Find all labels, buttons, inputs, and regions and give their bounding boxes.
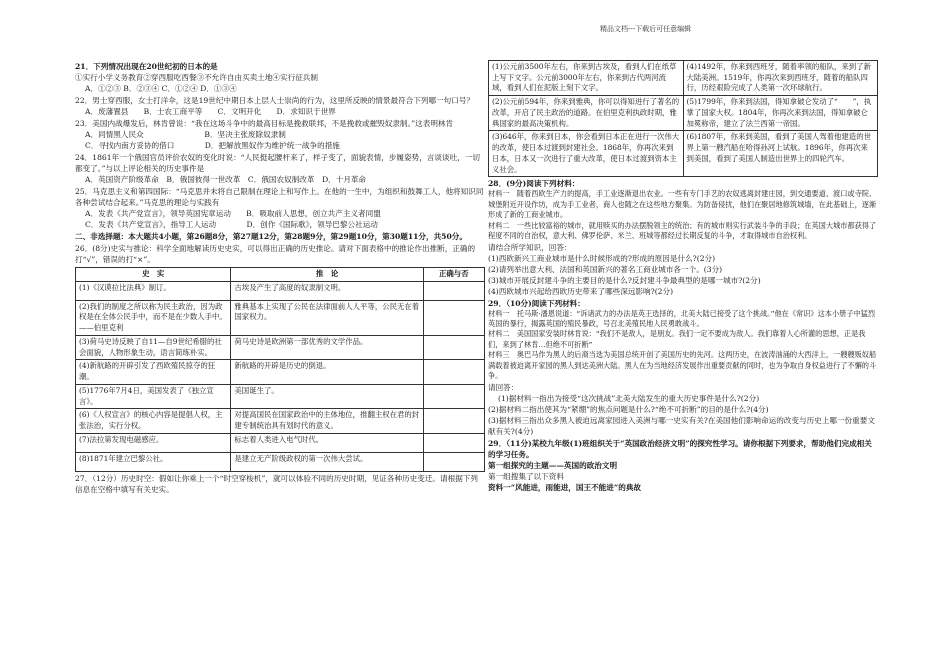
table-header: 史 实: [76, 268, 231, 282]
table-row: [76, 452, 485, 471]
question-28-sub-2: (2)请列举出意大利、法国和英国新兴的著名工商业城市各一个。(3分): [488, 264, 723, 274]
left-column: [75, 60, 485, 495]
section-2-heading: 二、非选择题：本大题共4小题，第26题8分，第27题12分，第28题9分，第29题10分，第30题11分，共50分。: [75, 232, 467, 241]
answer-cell[interactable]: [423, 300, 484, 335]
question-29-sub-2: (2)据材料二指出使其为“紧绷”的焦点问题是什么?“绝不可折断”的目的是什么?(4分): [488, 404, 769, 414]
fact-cell: (4)新航路的开辟引发了西欧殖民掠夺的狂潮。: [76, 360, 231, 384]
question-29-sub-1: (1)据材料一指出为接受“这次挑战”北美大陆发生的重大历史事件是什么?(2分): [498, 393, 760, 403]
question-25-option-cd: C．发表《共产党宣言》，指导工人运动 D．创作《国际歌》，领导巴黎公社运动: [85, 220, 378, 229]
question-28-sub-3: (3)城市开展反封建斗争的主要目的是什么?反封建斗争最典型的是哪一城市?(2分): [488, 275, 761, 285]
group-1-subtitle: 第一组搜集了以下资料: [488, 471, 564, 481]
right-column: [488, 60, 878, 493]
question-28-material-1: 材料一 随着西欧生产力的提高，手工业逐渐退出农业。一些有专门手艺的农奴逃离封建庄园，到交通要道、渡口或寺院、城堡附近开设作坊，成为手工业者，商人也随之在这些地方聚集。为防备侵扰，他们在聚居地修筑城墙，在此基础上，逐渐形成了新的工商业城市。: [488, 189, 877, 220]
question-21-items: ①实行小学义务教育②穿西服吃西餐③不允许自由买卖土地④实行征兵制: [75, 73, 318, 82]
fact-cell: (5)1776年7月4日，美国发表了《独立宣言》。: [76, 384, 231, 408]
inference-cell: 新航路的开辟是历史的倒退。: [231, 360, 423, 384]
inference-cell: 荷马史诗是欧洲第一部优秀的文学作品。: [231, 335, 423, 359]
question-21-options: A．①②③ B．②③④ C．①②④ D．①③④: [85, 84, 237, 93]
scenario-cell: (4)1492年，你来到西班牙，随着率领的船队，来到了新大陆美洲。1519年，你再次来到西班牙，随着的船队四行，历经艰险完成了人类第一次环球航行。: [683, 61, 878, 96]
table-row: [76, 360, 485, 384]
scenario-cell: (6)1807年，你来到美国，看到了美国人驾着他建造的世界上第一艘汽船在哈得孙河上试航。1896年，你再次来到美国，看到了美国人制造出世界上的四轮汽车。: [683, 131, 878, 177]
answer-cell[interactable]: [423, 384, 484, 408]
question-29-sub-3: (3)据材料三指出众多黑人被迫远离家园进入美洲与哪一史实有关?在美国他们影响命运的改变与历史上哪一份重要文献有关?(4分): [488, 415, 875, 436]
inference-cell: 雅典基本上实现了公民在法律面前人人平等，公民无在着国家权力。: [231, 300, 423, 335]
question-29-material-1: 材料一 托马斯·潘恩说道：“诉诸武力的办法是英王选择的，北美大陆已接受了这个挑战。”他在《常识》这本小册子中猛烈英国的暴行，揭露英国的殖民暴政，号召北美殖民地人民勇敢战斗。: [488, 308, 876, 328]
history-inference-table: [75, 267, 485, 472]
table-row: [76, 335, 485, 359]
table-row: [489, 131, 878, 177]
fact-cell: (2)我们的制度之所以称为民主政治，因为政权是在全体公民手中，而不是在少数人手中。——伯里克利: [76, 300, 231, 335]
question-28-prompt: 请结合所学知识，回答：: [488, 242, 572, 252]
scenario-cell: (5)1799年，你来到法国，得知拿破仑发动了“ ”，执掌了国家大权。1804年，你再次来到法国，得知拿破仑加冕称帝，建立了法兰西第一帝国。: [683, 96, 878, 131]
inference-cell: 古埃及产生了高度的奴隶制文明。: [231, 281, 423, 300]
answer-cell[interactable]: [423, 433, 484, 452]
fact-cell: (7)法拉第发现电磁感应。: [76, 433, 231, 452]
answer-cell[interactable]: [423, 335, 484, 359]
table-row: [489, 61, 878, 96]
question-24: 24．1861年一个俄国官员评价农奴的变化时说：“人民挺起腰杆来了，样子变了，面貌表情，步履姿势，言谈谈吐，一切都变了。”与以上评论相关的历史事件是: [75, 153, 480, 173]
answer-cell[interactable]: [423, 360, 484, 384]
question-25: 25．马克思主义和第四国际：“马克思并未将自己限制在理论上和写作上。在他的一生中，为组织和鼓舞工人，他将知识同各种尝试结合起来。”马克思的理论与实践有: [75, 187, 484, 207]
question-27: 27．（12分）历史时空：假如让你乘上一个“时空穿梭机”，就可以体验不同的历史时期，见证各种历史变迁。请根据下列信息在空格中填写有关史实。: [75, 473, 478, 494]
table-header: 推 论: [231, 268, 423, 282]
table-header-row: [76, 268, 485, 282]
inference-cell: 美国诞生了。: [231, 384, 423, 408]
question-24-options: A．英国资产阶级革命 B．俄国彼得一世改革 C．俄国农奴制改革 D．十月革命: [85, 175, 367, 184]
group-1-material: 资料一“风能进，雨能进，国王不能进”的典故: [488, 482, 642, 492]
fact-cell: (8)1871年建立巴黎公社。: [76, 452, 231, 471]
table-header: 正确与否: [423, 268, 484, 282]
question-28-sub-1: (1)西欧新兴工商业城市是什么时候形成的?形成的原因是什么?(2分): [488, 253, 716, 263]
table-row: [76, 409, 485, 433]
question-29: 29．（10分)阅读下列材料：: [488, 298, 585, 308]
fact-cell: (3)荷马史诗反映了自11—自9世纪希腊的社会面貌，人物形象生动，语言简练朴实。: [76, 335, 231, 359]
inference-cell: 标志着人类进入电气时代。: [231, 433, 423, 452]
fact-cell: (1)《汉谟拉比法典》制订。: [76, 281, 231, 300]
table-row: [76, 433, 485, 452]
question-26: 26．(8分)史实与推论：科学全面地解读历史史实，可以得出正确的历史推论。请对下面表格中的推论作出推断，正确的打“√”，错误的打“×”。: [75, 244, 476, 264]
question-21: 21．下列情况出现在20世纪初的日本的是: [75, 62, 218, 71]
question-29-material-3: 材料三 奥巴马作为黑人的后裔当选为美国总统开创了美国历史的先河。这两历史，在波涛汹涌的大西洋上，一艘艘贩奴船满载着被迫离开家园的黑人到达美洲大陆。黑人在为当地经济发展作出重要贡献的同时，也为争取自身权益进行了不懈的斗争。: [488, 350, 877, 381]
table-row: [489, 96, 878, 131]
time-travel-table: [488, 60, 878, 177]
question-29-prompt: 请回答：: [488, 382, 519, 392]
answer-cell[interactable]: [423, 409, 484, 433]
group-1-topic: 第一组探究的主题——英国的政治文明: [488, 460, 618, 470]
question-28-material-2: 材料二 一些比较富裕的城市，就用赎买的办法摆脱领主的统治；有的城市则实行武装斗争的手段；在英国大城市都获得了程度不同的自治权，意大利、佛罗伦萨、米兰、班城等都经过长期反复的斗争，才取得城市自治权利。: [488, 220, 877, 241]
question-28-sub-4: (4)西欧城市兴起给西欧历史带来了哪些深远影响?(2分): [488, 286, 674, 296]
question-28: 28．(9分)阅读下列材料：: [488, 179, 580, 189]
question-29-material-2: 材料二 美国国家安装时林肯说：“我们不是敌人，是朋友。我们一定不要成为敌人。我们靠着人心所灌的思想，正是我们，来到了林肯…但绝不可折断”: [488, 329, 866, 349]
question-22-options: A．废藩置县 B．士农工商平等 C．文明开化 D．求知识于世界: [85, 107, 336, 116]
inference-cell: 对提高国民在国家政治中的主体地位，推翻主权在君的封建专制统治具有划时代的意义。: [231, 409, 423, 433]
question-23: 23．美国内战爆发后，林肯曾说：“我在这场斗争中的最高目标是挽救联邦，不是挽救或摧毁奴隶制。”这表明林肯: [75, 119, 454, 128]
fact-cell: (6)《人权宣言》的核心内容是提倡人权，主张法治，实行分权。: [76, 409, 231, 433]
inference-cell: 是建立无产阶级政权的第一次伟大尝试。: [231, 452, 423, 471]
table-row: [76, 384, 485, 408]
answer-cell[interactable]: [423, 281, 484, 300]
question-25-option-ab: A．发表《共产党宣言》，领导英国宪章运动 B．吸取前人思想，创立共产主义者同盟: [85, 209, 381, 218]
question-23-option-ab: A．同情黑人民众 B．坚决主张废除奴隶制: [85, 130, 286, 139]
page-header: 精品文档---下载后可任意编辑: [600, 25, 692, 33]
question-29b: 29．（11分)某校九年级(1)班组织关于“英国政治经济文明”的探究性学习。请你根据下列要求，帮助他们完成相关的学习任务。: [488, 438, 872, 459]
scenario-cell: (1)公元前3500年左右，你来到古埃及，看到人们在纸草上写下文字。公元前3000年左右，你来到古代两河流域，看到人们在泥版上刻下文字。: [489, 61, 684, 96]
question-22: 22．男士穿西服，女士打洋伞，这是19世纪中期日本上层人士崇尚的行为，这里所反映的情景最符合下列哪一句口号？: [75, 96, 475, 105]
scenario-cell: (2)公元前594年，你来到雅典，你可以得知进行了著名的改革，开启了民主政治的道路。在伯里克利执政时期，雅典国家的最高决策机构。: [489, 96, 684, 131]
question-23-option-cd: C．寻找内南方妥协的借口 D．把解放黑奴作为维护统一战争的措施: [85, 141, 340, 150]
table-row: [76, 300, 485, 335]
table-row: [76, 281, 485, 300]
scenario-cell: (3)646年，你来到日本，你会看到日本正在进行一次伟大的改革，使日本过渡到封建社会。1868年，你再次来到日本，日本又一次进行了重大改革，使日本过渡到资本主义社会。: [489, 131, 684, 177]
answer-cell[interactable]: [423, 452, 484, 471]
